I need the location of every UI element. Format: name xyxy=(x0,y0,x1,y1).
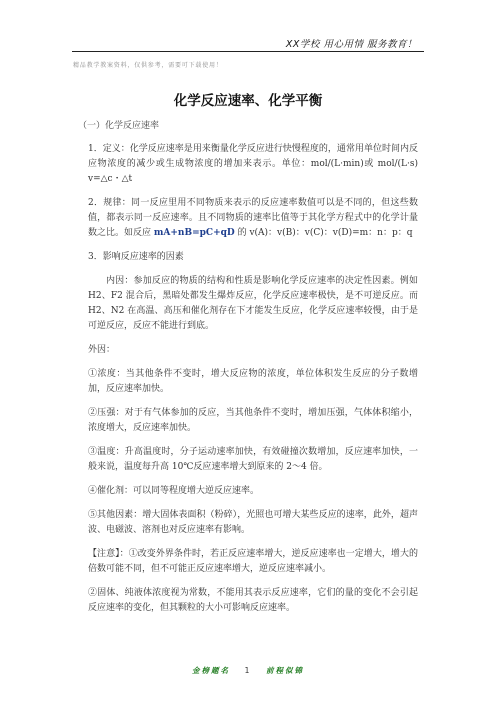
footer-right-motto: 前程似锦 xyxy=(266,666,305,675)
page-header xyxy=(286,36,417,50)
paragraph-catalyst: ④催化剂：可以同等程度增大逆反应速率。 xyxy=(88,486,260,496)
paragraph-external-factors: 外因： xyxy=(88,345,116,355)
section-heading: （一）化学反应速率 xyxy=(78,121,160,131)
paragraph-note-solids: ②固体、纯液体浓度视为常数，不能用其表示反应速率，它们的量的变化不会引起反应速率的变化，但其颗粒的大小可影响反应速率。 xyxy=(88,588,418,613)
header-divider xyxy=(72,51,424,52)
header-slogan: 用心用情 服务教育！ xyxy=(323,39,417,50)
paragraph-internal-factors: 内因：参加反应的物质的结构和性质是影响化学反应速率的决定性因素。例如 H2、F2 混合后，黑暗处都发生爆炸反应，化学反应速率极快，是不可逆反应。而 H2、N2 在高温、高压和催化剂存在下才能发生反应，化学反应速率较慢，由于是可逆反应，反应不能进行到底。 xyxy=(88,276,418,331)
document-body xyxy=(78,119,418,625)
paragraph-rule xyxy=(88,196,418,241)
paragraph-note: 【注意】：①改变外界条件时，若正反应速率增大，逆反应速率也一定增大，增大的倍数可能不同，但不可能正反应速率增大，逆反应速率减小。 xyxy=(88,549,418,574)
paragraph-other-factors: ⑤其他因素：增大固体表面积（粉碎），光照也可增大某些反应的速率，此外，超声波、电磁波、溶剂也对反应速率有影响。 xyxy=(88,510,418,535)
reaction-equation: mA+nB=pC+qD xyxy=(153,228,235,238)
paragraph-pressure: ②压强：对于有气体参加的反应，当其他条件不变时，增加压强，气体体积缩小，浓度增大，反应速率加快。 xyxy=(88,408,418,433)
paragraph-temperature: ③温度：升高温度时，分子运动速率加快，有效碰撞次数增加，反应速率加快，一般来说，温度每升高 10℃反应速率增大到原来的 2～4 倍。 xyxy=(88,447,418,472)
page-number: 1 xyxy=(244,666,252,675)
rule-ratio: 的 v(A)：v(B)：v(C)：v(D)=m：n：p：q xyxy=(234,228,413,238)
paragraph-concentration: ①浓度：当其他条件不变时，增大反应物的浓度，单位体积发生反应的分子数增加，反应速率加快。 xyxy=(88,369,418,394)
paragraph-factors-heading: 3．影响反应速率的因素 xyxy=(88,252,184,262)
footer-left-motto: 金榜题名 xyxy=(191,666,230,675)
paragraph-definition: 1．定义：化学反应速率是用来衡量化学反应进行快慢程度的，通常用单位时间内反应物浓度的减少或生成物浓度的增加来表示。单位：mol/(L·min)或 mol/(L·s) v=△c・△t xyxy=(88,144,418,184)
download-notice: 精品教学教案资料，仅供参考，需要可下载使用！ xyxy=(73,62,223,69)
header-school: XX学校 xyxy=(285,39,320,50)
rule-text: 2．规律：同一反应里用不同物质来表示的反应速率数值可以是不同的，但这些数值，都表示同一反应速率。且不同物质的速率比值等于其化学方程式中的化学计量数之比。如反应 xyxy=(88,198,418,238)
page-footer xyxy=(0,665,496,676)
page-title: 化学反应速率、化学平衡 xyxy=(173,93,323,109)
